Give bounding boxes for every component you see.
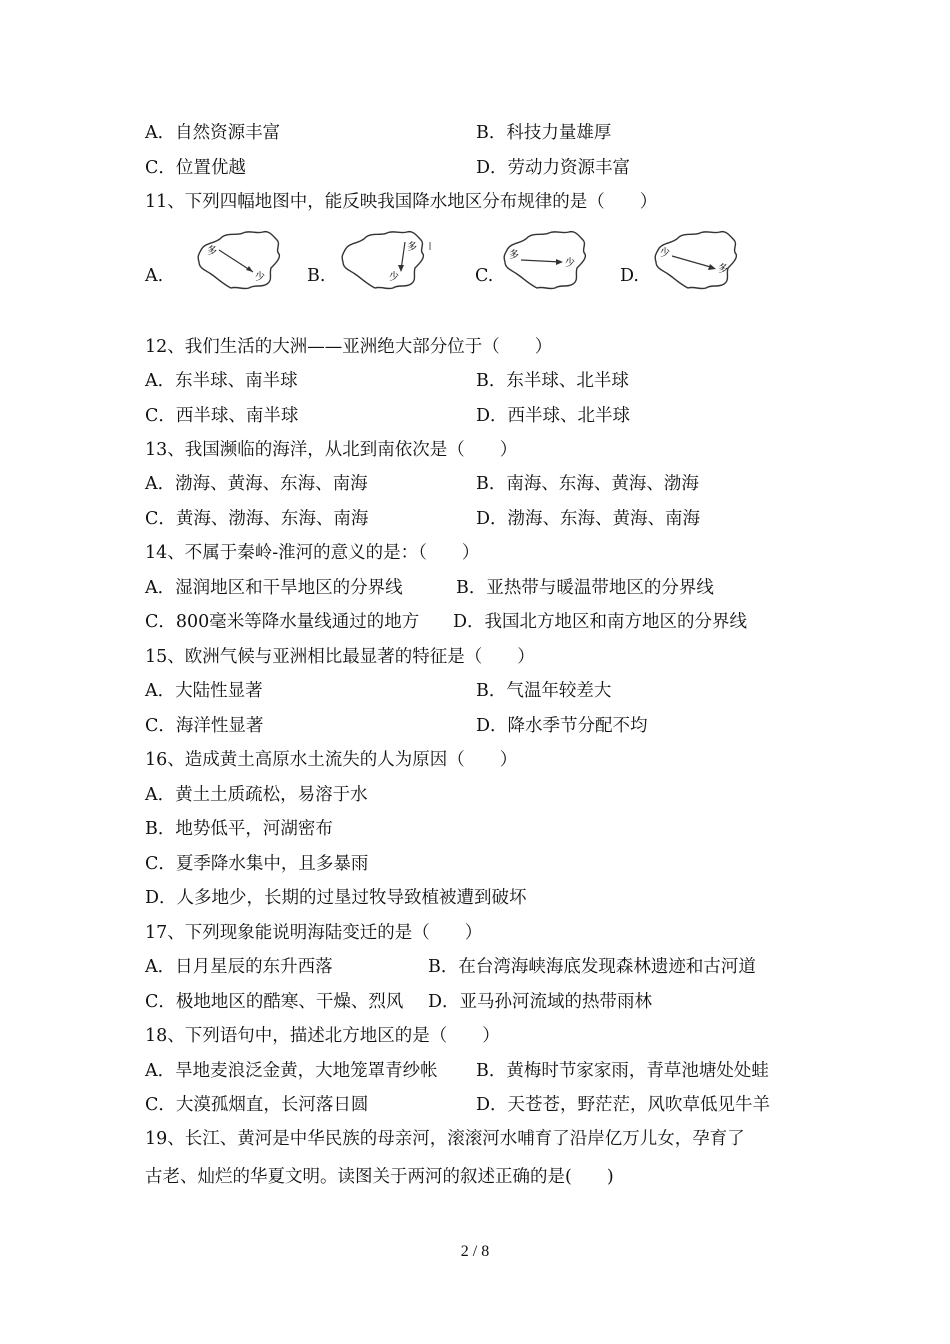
q16-option-b: B．地势低平，河湖密布 <box>145 819 333 839</box>
q18-stem: 18、下列语句中，描述北方地区的是（ ） <box>145 1026 500 1046</box>
q12-option-d: D．西半球、北半球 <box>476 406 631 426</box>
q18-option-a: A．旱地麦浪泛金黄，大地笼罩青纱帐 <box>145 1061 438 1081</box>
q12-stem: 12、我们生活的大洲——亚洲绝大部分位于（ ） <box>145 337 553 357</box>
q14-option-c: C．800毫米等降水量线通过的地方 <box>145 612 420 632</box>
q18-option-d: D．天苍苍，野茫茫，风吹草低见牛羊 <box>476 1095 771 1115</box>
q13-stem: 13、我国濒临的海洋，从北到南依次是（ ） <box>145 440 518 460</box>
q11-option-c-letter: C. <box>475 266 494 286</box>
q16-option-a: A．黄土土质疏松，易溶于水 <box>145 785 368 805</box>
china-map-icon <box>193 228 285 294</box>
q17-option-b: B．在台湾海峡海底发现森林遗迹和古河道 <box>428 957 756 977</box>
map-label-less: 少 <box>660 248 670 259</box>
q16-stem: 16、造成黄土高原水土流失的人为原因（ ） <box>145 750 518 770</box>
map-label-less: 少 <box>565 258 575 269</box>
q17-option-a: A．日月星辰的东升西落 <box>145 957 333 977</box>
q15-option-a: A．大陆性显著 <box>145 681 263 701</box>
q12-option-c: C．西半球、南半球 <box>145 406 299 426</box>
q16-option-c: C．夏季降水集中，且多暴雨 <box>145 854 369 874</box>
china-map-icon <box>650 228 746 294</box>
q17-option-d: D．亚马孙河流域的热带雨林 <box>428 992 653 1012</box>
q17-option-c: C．极地地区的酷寒、干燥、烈风 <box>145 992 404 1012</box>
q12-option-a: A．东半球、南半球 <box>145 371 298 391</box>
q11-option-a-letter: A. <box>145 266 164 286</box>
map-label-more: 多 <box>207 246 217 257</box>
q10-option-b: B．科技力量雄厚 <box>476 123 612 143</box>
q14-option-b: B．亚热带与暖温带地区的分界线 <box>456 578 714 598</box>
map-label-more: 多 <box>407 242 417 253</box>
q14-option-d: D．我国北方地区和南方地区的分界线 <box>453 612 748 632</box>
map-label-more: 多 <box>718 264 728 275</box>
map-label-less: 少 <box>255 272 265 283</box>
q10-option-d: D．劳动力资源丰富 <box>476 158 631 178</box>
q18-option-b: B．黄梅时节家家雨，青草池塘处处蛙 <box>476 1061 769 1081</box>
q19-stem-line1: 19、长江、黄河是中华民族的母亲河，滚滚河水哺育了沿岸亿万儿女，孕育了 <box>145 1129 745 1149</box>
q13-option-b: B．南海、东海、黄海、渤海 <box>476 474 699 494</box>
q11-option-b-letter: B. <box>307 266 326 286</box>
china-map-icon <box>337 228 433 294</box>
q19-stem-line2: 古老、灿烂的华夏文明。读图关于两河的叙述正确的是( ) <box>145 1167 614 1187</box>
q15-option-c: C．海洋性显著 <box>145 716 264 736</box>
q11-option-d-letter: D. <box>620 266 639 286</box>
map-label-more: 多 <box>509 250 519 261</box>
q11-stem: 11、下列四幅地图中，能反映我国降水地区分布规律的是（ ） <box>145 192 658 212</box>
q14-option-a: A．湿润地区和干旱地区的分界线 <box>145 578 403 598</box>
q17-stem: 17、下列现象能说明海陆变迁的是（ ） <box>145 923 483 943</box>
q15-option-b: B．气温年较差大 <box>476 681 612 701</box>
china-map-icon <box>499 228 591 294</box>
q13-option-d: D．渤海、东海、黄海、南海 <box>476 509 701 529</box>
page-number: 2 / 8 <box>460 1243 490 1260</box>
q10-option-c: C．位置优越 <box>145 158 246 178</box>
q16-option-d: D．人多地少，长期的过垦过牧导致植被遭到破坏 <box>145 888 527 908</box>
q18-option-c: C．大漠孤烟直，长河落日圆 <box>145 1095 369 1115</box>
q12-option-b: B．东半球、北半球 <box>476 371 629 391</box>
q11-map-options <box>145 228 785 298</box>
q14-stem: 14、不属于秦岭-淮河的意义的是：（ ） <box>145 543 480 563</box>
q10-option-a: A．自然资源丰富 <box>145 123 281 143</box>
q15-stem: 15、欧洲气候与亚洲相比最显著的特征是（ ） <box>145 647 535 667</box>
map-label-less: 少 <box>389 272 399 283</box>
q15-option-d: D．降水季节分配不均 <box>476 716 648 736</box>
q13-option-c: C．黄海、渤海、东海、南海 <box>145 509 369 529</box>
q13-option-a: A．渤海、黄海、东海、南海 <box>145 474 368 494</box>
